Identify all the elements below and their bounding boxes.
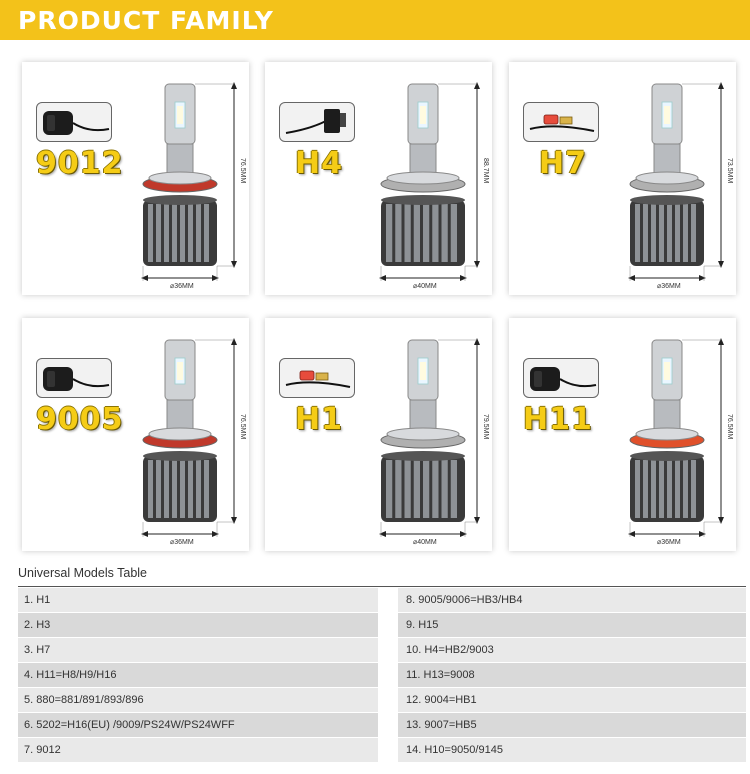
width-dimension: ⌀36MM (657, 283, 681, 290)
table-cell-left: 2. H3 (24, 619, 51, 631)
product-card (509, 318, 736, 551)
connector-icon (37, 359, 113, 399)
height-dimension: 76.5MM (239, 158, 246, 184)
table-cell-right: 12. 9004=HB1 (406, 694, 477, 706)
connector-box (279, 102, 355, 142)
column-gap (378, 713, 398, 737)
height-dimension: 76.5MM (239, 414, 246, 440)
models-table (18, 588, 746, 763)
model-label: H4 (295, 146, 343, 181)
width-dimension: ⌀40MM (413, 283, 437, 290)
banner-title: PRODUCT FAMILY (18, 6, 274, 35)
table-cell-left: 3. H7 (24, 644, 51, 656)
column-gap (378, 638, 398, 662)
table-row (18, 638, 746, 662)
width-dimension: ⌀36MM (657, 539, 681, 546)
connector-box (279, 358, 355, 398)
product-card (509, 62, 736, 295)
connector-icon (37, 103, 113, 143)
table-row (18, 613, 746, 637)
table-top-rule (18, 586, 746, 587)
model-label: 9012 (36, 146, 124, 181)
product-card (22, 62, 249, 295)
column-gap (378, 588, 398, 612)
table-cell-left: 5. 880=881/891/893/896 (24, 694, 144, 706)
connector-box (523, 102, 599, 142)
connector-box (36, 358, 112, 398)
column-gap (378, 663, 398, 687)
table-cell-right: 11. H13=9008 (406, 669, 475, 681)
connector-box (523, 358, 599, 398)
height-dimension: 88.7MM (482, 158, 489, 184)
connector-icon (280, 359, 356, 399)
column-gap (378, 738, 398, 762)
table-row (18, 688, 746, 712)
model-label: 9005 (36, 402, 124, 437)
banner (0, 0, 750, 40)
table-row (18, 738, 746, 762)
product-card (265, 318, 492, 551)
table-cell-right: 14. H10=9050/9145 (406, 744, 503, 756)
product-card (265, 62, 492, 295)
table-row (18, 663, 746, 687)
connector-icon (280, 103, 356, 143)
connector-icon (524, 103, 600, 143)
table-row (18, 588, 746, 612)
connector-box (36, 102, 112, 142)
table-cell-right: 9. H15 (406, 619, 439, 631)
table-cell-right: 8. 9005/9006=HB3/HB4 (406, 594, 523, 606)
connector-icon (524, 359, 600, 399)
height-dimension: 79.5MM (482, 414, 489, 440)
table-title: Universal Models Table (18, 566, 147, 580)
column-gap (378, 613, 398, 637)
column-gap (378, 688, 398, 712)
width-dimension: ⌀36MM (170, 283, 194, 290)
model-label: H1 (295, 402, 343, 437)
height-dimension: 73.5MM (726, 158, 733, 184)
table-cell-left: 7. 9012 (24, 744, 61, 756)
table-cell-right: 13. 9007=HB5 (406, 719, 477, 731)
table-cell-left: 4. H11=H8/H9/H16 (24, 669, 117, 681)
model-label: H7 (539, 146, 587, 181)
table-cell-left: 1. H1 (24, 594, 51, 606)
table-cell-left: 6. 5202=H16(EU) /9009/PS24W/PS24WFF (24, 719, 235, 731)
width-dimension: ⌀36MM (170, 539, 194, 546)
height-dimension: 76.5MM (726, 414, 733, 440)
width-dimension: ⌀40MM (413, 539, 437, 546)
table-row (18, 713, 746, 737)
product-card (22, 318, 249, 551)
model-label: H11 (523, 402, 593, 437)
table-cell-right: 10. H4=HB2/9003 (406, 644, 494, 656)
